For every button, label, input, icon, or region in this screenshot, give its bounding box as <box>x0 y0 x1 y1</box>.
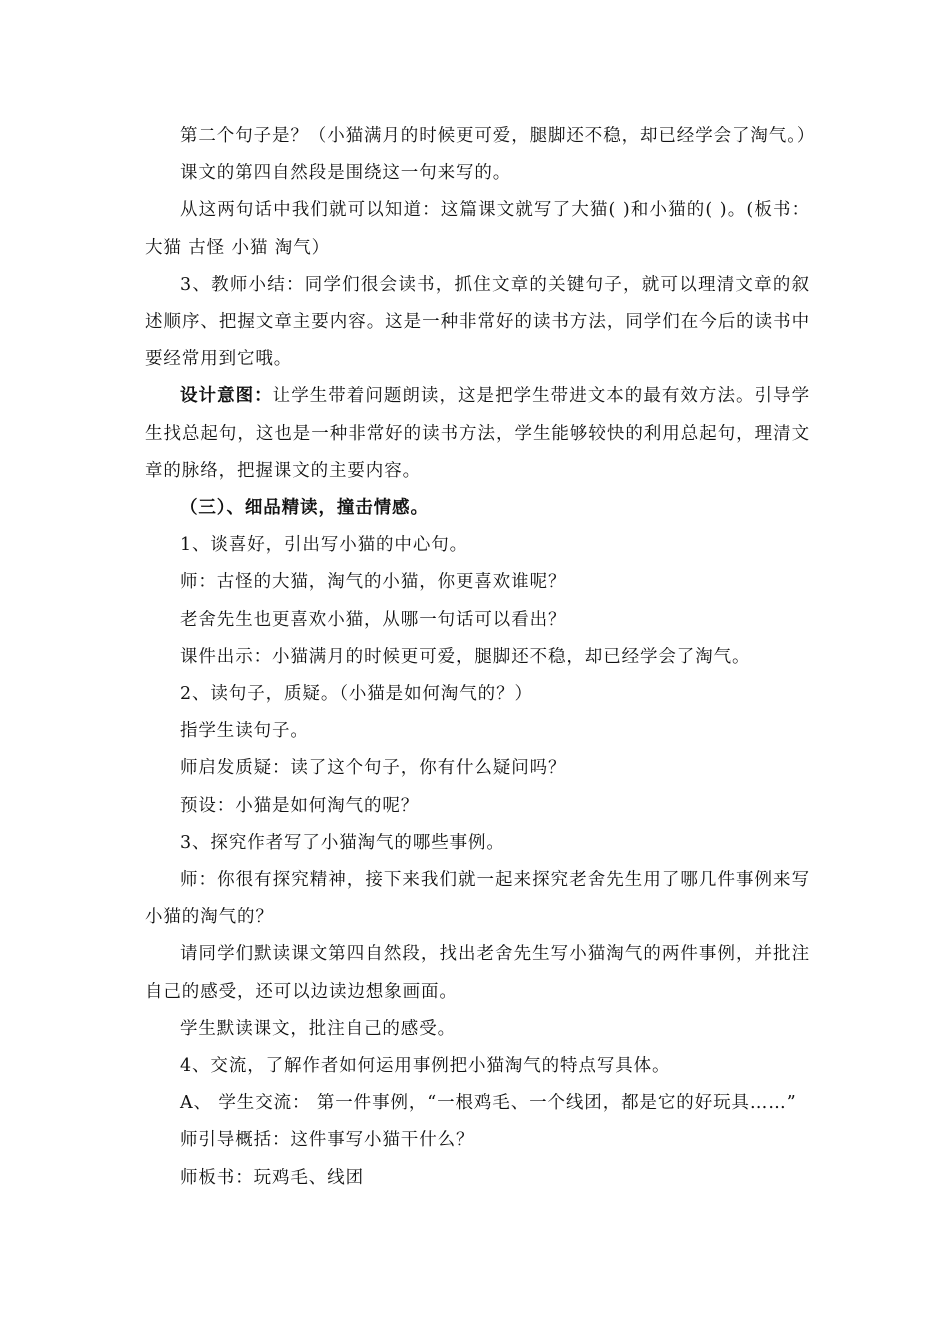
paragraph-step-3: 3、探究作者写了小猫淘气的哪些事例。 <box>180 832 505 853</box>
paragraph-laoshe: 老舍先生也更喜欢小猫，从哪一句话可以看出？ <box>180 609 567 630</box>
paragraph-inspire-question: 师启发质疑：读了这个句子，你有什么疑问吗？ <box>180 758 567 779</box>
document-page <box>145 118 816 1197</box>
paragraph-explore: 师：你很有探究精神，接下来我们就一起来探究老舍先生用了哪几件事例来写小猫的淘气的？ <box>145 870 810 928</box>
paragraph-courseware: 课件出示：小猫满月的时候更可爱，腿脚还不稳，却已经学会了淘气。 <box>180 646 751 667</box>
paragraph-silent-reading: 请同学们默读课文第四自然段，找出老舍先生写小猫淘气的两件事例，并批注自己的感受，还可以边读边想象画面。 <box>145 944 810 1002</box>
design-intent-text: 让学生带着问题朗读，这是把学生带进文本的最有效方法。引导学生找总起句，这也是一种非常好的读书方法，学生能够较快的利用总起句，理清文章的脉络，把握课文的主要内容。 <box>145 386 810 481</box>
design-intent-label: 设计意图： <box>180 386 273 407</box>
paragraph-step-1: 1、谈喜好，引出写小猫的中心句。 <box>180 535 469 556</box>
paragraph-teacher-question: 师：古怪的大猫，淘气的小猫，你更喜欢谁呢？ <box>180 572 567 593</box>
paragraph-second-sentence: 第二个句子是？（小猫满月的时候更可爱，腿脚还不稳，却已经学会了淘气。） <box>180 126 816 146</box>
paragraph-guide-summary: 师引导概括：这件事写小猫干什么？ <box>180 1130 475 1151</box>
paragraph-preset: 预设：小猫是如何淘气的呢？ <box>180 795 420 816</box>
paragraph-teacher-summary: 3、教师小结：同学们很会读书，抓住文章的关键句子，就可以理清文章的叙述顺序、把握文章主要内容。这是一种非常好的读书方法，同学们在今后的读书中要经常用到它哦。 <box>145 274 810 370</box>
paragraph-read-sentence: 指学生读句子。 <box>180 721 309 742</box>
paragraph-board-writing: 师板书：玩鸡毛、线团 <box>180 1167 364 1188</box>
paragraph-student-exchange: A、 学生交流： 第一件事例，“一根鸡毛、一个线团，都是它的好玩具……” <box>180 1093 797 1114</box>
paragraph-blackboard-summary: 从这两句话中我们就可以知道：这篇课文就写了大猫( )和小猫的( )。(板书：大猫 古怪 小猫 淘气） <box>145 200 810 258</box>
paragraph-annotate: 学生默读课文，批注自己的感受。 <box>180 1018 456 1039</box>
paragraph-step-2: 2、读句子，质疑。（小猫是如何淘气的？） <box>180 684 533 705</box>
section-heading-3: （三）、细品精读，撞击情感。 <box>180 498 429 519</box>
paragraph-fourth-section: 课文的第四自然段是围绕这一句来写的。 <box>180 163 512 184</box>
paragraph-step-4: 4、交流，了解作者如何运用事例把小猫淘气的特点写具体。 <box>180 1056 671 1077</box>
paragraph-design-intent <box>145 378 810 490</box>
